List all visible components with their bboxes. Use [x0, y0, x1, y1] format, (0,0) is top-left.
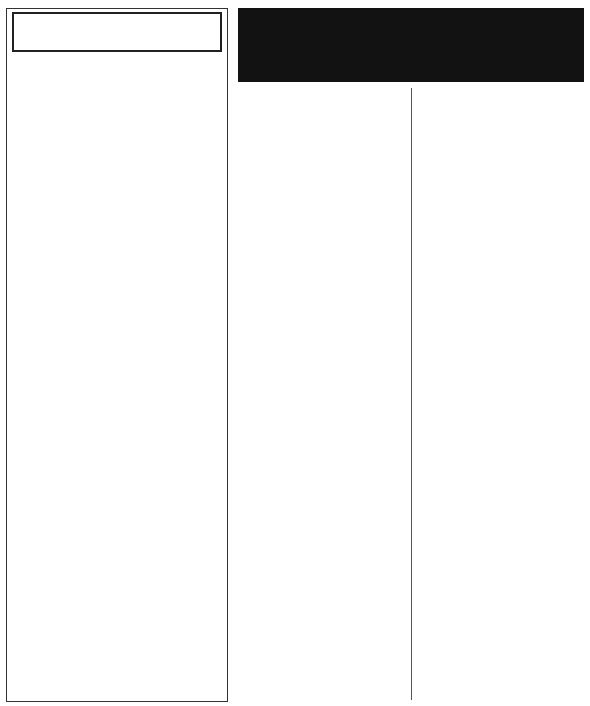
- news-column-left: [12, 58, 222, 698]
- headline-banner: [238, 8, 584, 82]
- column-divider: [411, 88, 412, 700]
- article-column-middle: [238, 88, 408, 700]
- section-header: [12, 12, 222, 52]
- article-column-right: [414, 88, 584, 700]
